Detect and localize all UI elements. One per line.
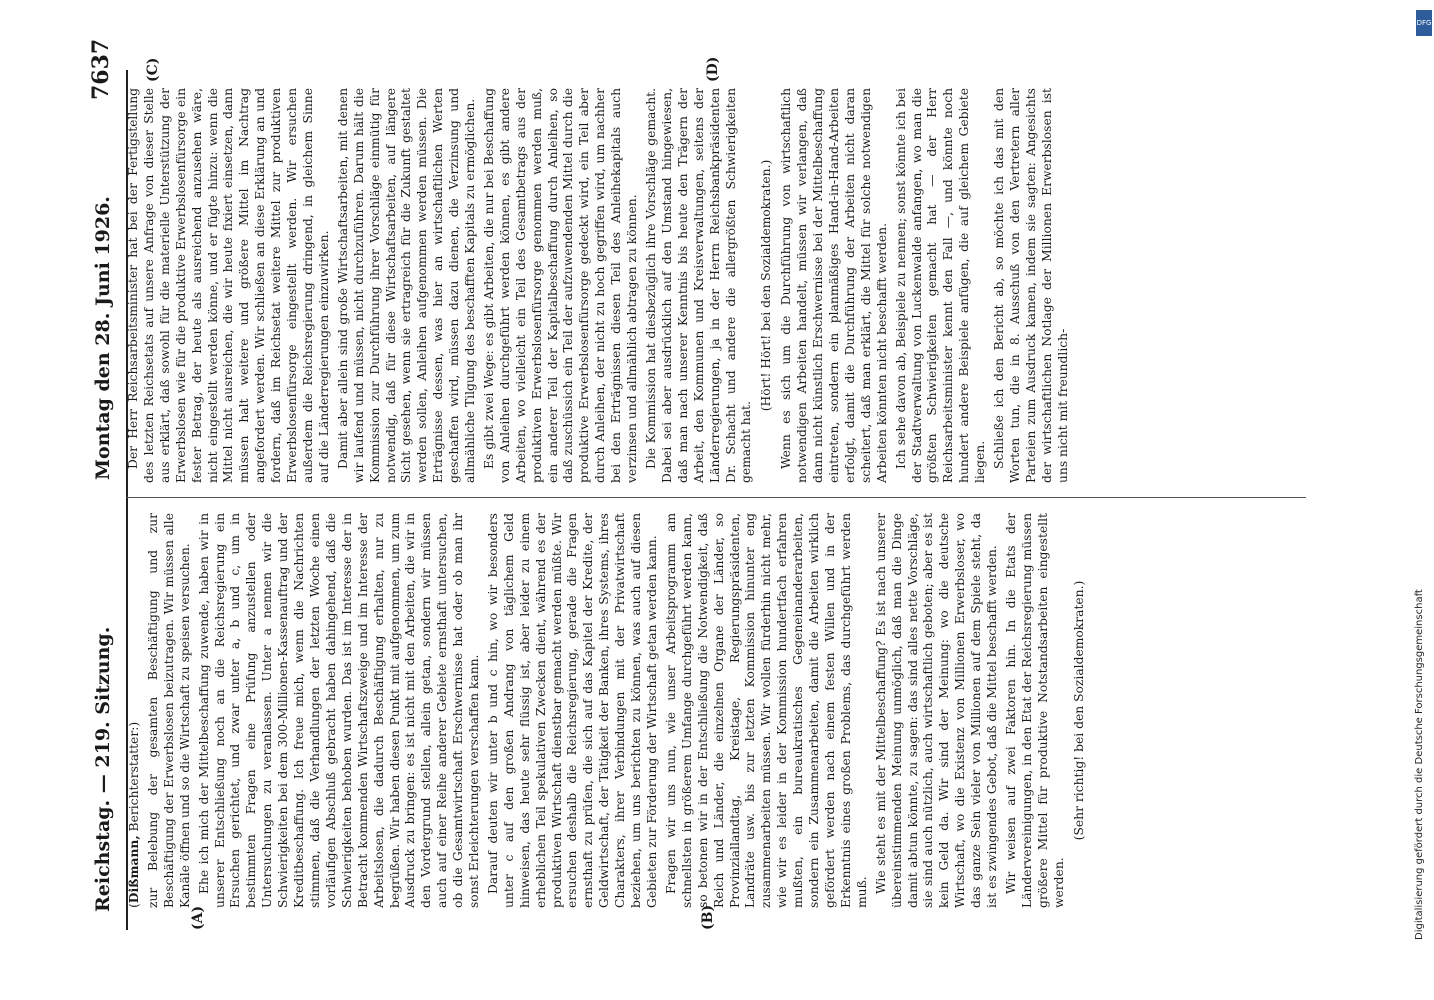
column-divider [126, 497, 1306, 498]
text-column-left [126, 513, 1316, 908]
interjection: (Hört! Hört! bei den Sozialdemokraten.) [759, 159, 774, 412]
paragraph: Ehe ich mich der Mittelbeschaffung zuwende, haben wir in unserer Entschließung noch an die Reichsregierung ein Ersuchen gerichtet, und zwar unter a, b und c, um in bestimmten Fragen eine Prüfung anzustellen oder Untersuchungen zu veranlassen. Unter a nennen wir die Schwierigkeiten bei dem 300-Millionen-Kassenauftrag und der Kreditbeschaffung. Ich freue mich, wenn die Nachrichten stimmen, daß die Verhandlungen der letzten Woche einen vorläufigen Abschluß gebracht haben dahingehend, daß die Schwierigkeiten behoben wurden. Das ist im Interesse der in Betracht kommenden Wirtschaftszweige und im Interesse der Arbeitslosen, die dadurch Beschäftigung erhalten, nur zu begrüßen. Wir haben diesen Punkt mit aufgenommen, um zum Ausdruck zu bringen: es ist nicht mit den Arbeiten, die wir in den Vordergrund stellen, allein getan, sondern wir müssen auch auf einer Reihe anderer Gebiete ernsthaft untersuchen, ob die Gesamtwirtschaft Erschwernisse hat oder ob man ihr sonst Erleichterungen verschaffen kann. [196, 513, 482, 908]
paragraph: Damit aber allein sind große Wirtschaftsarbeiten, mit denen wir laufend und müssen, nicht durchzuführen. Darum hält die Kommission zur Durchführung ihrer Vorschläge einmütig für notwendig, daß für diese Wirtschaftsarbeiten, auf längere Sicht gesehen, wenn sie ertragreich für die Zukunft gestaltet werden sollen, Anleihen aufgenommen werden müssen. Die Erträgnisse dessen, was hier an wirtschaftlichen Werten geschaffen wird, müssen dazu dienen, die Verzinsung und allmähliche Tilgung des beschafften Kapitals zu ermöglichen. [335, 88, 478, 483]
paragraph: Der Herr Reichsarbeitsminister hat bei der Fertigstellung des letzten Reichsetats auf unsere Anfrage von dieser Stelle aus erklärt, daß sowohl für die materielle Unterstützung der Erwerbslosen wie für die produktive Erwerbslosenfürsorge ein fester Betrag, der heute als ausreichend anzusehen wäre, nicht eingestellt werden könne, und er fügte hinzu: wenn die Mittel nicht ausreichen, die wir heute fixiert einsetzen, dann müssen halt weitere und größere Mittel im Nachtrag angefordert werden. Wir schließen an diese Erklärung an und fordern, daß im Reichsetat weitere Mittel zur produktiven Erwerbslosenfürsorge eingestellt werden. Wir ersuchen außerdem die Reichsregierung dringend, in gleichem Sinne auf die Länderregierungen einzuwirken. [126, 88, 331, 483]
paragraph: Es gibt zwei Wege: es gibt Arbeiten, die nur bei Beschaffung von Anleihen durchgeführt werden können, es gibt andere Arbeiten, wo vielleicht ein Teil des Gesamtbetrags aus der produktiven Erwerbslosenfürsorge genommen werden muß, ein anderer Teil der Kapitalbeschaffung durch Anleihen, so daß zuschüssich ein Teil der aufzuwendenden Mittel durch die produktive Erwerbslosenfürsorge gedeckt wird, ein Teil aber durch Anleihen, der nicht zu hoch gegriffen wird, um nachher bei den Erträgnissen diesen Teil des Anleihekapitals auch verzinsen und allmählich abtragen zu können. [481, 88, 640, 483]
speaker-line: (Dißmann, Berichterstatter:) [126, 721, 141, 908]
dfg-logo: DFG [1416, 10, 1432, 36]
text-column-right [126, 88, 1316, 483]
page-number: 7637 [88, 38, 114, 100]
digitization-credit: Digitalisierung gefördert durch die Deutsche Forschungsgemeinschaft [1414, 589, 1425, 940]
speaker-name: Dißmann, [126, 835, 141, 904]
digitization-sidebar [1412, 0, 1434, 1000]
paragraph: Ich sehe davon ab, Beispiele zu nennen; sonst könnte ich bei der Stadtverwaltung von Luckenwalde anfangen, wo man die größten Schwierigkeiten gemacht hat — der Herr Reichsarbeitsminister kennt den Fall —, und könnte noch hundert andere Beispiele anfügen, die auf gleichem Gebiete liegen. [893, 88, 988, 483]
margin-marker-a: (A) [190, 905, 206, 930]
paragraph: Wir weisen auf zwei Faktoren hin. In die Etats der Ländervereinigungen, in den Etat der Reichsregierung müssen größere Mittel für produktive Notstandsarbeiten eingestellt werden. [1003, 513, 1066, 908]
paragraph: Die Kommission hat diesbezüglich ihre Vorschläge gemacht. Dabei sei aber ausdrücklich auf den Umstand hingewiesen, daß man nach unserer Kenntnis bis heute den Trägern der Arbeit, den Kommunen und Kreisverwaltungen, seitens der Länderregierungen, ja in der Herrn Reichsbankpräsidenten Dr. Schacht und andere die allergrößten Schwierigkeiten gemacht hat. [644, 88, 754, 483]
paragraph: Schließe ich den Bericht ab, so möchte ich das mit den Worten tun, die in 8. Ausschuß von den Vertretern aller Parteien zum Ausdruck kamen, indem sie sagten: Angesichts der wirtschaftlichen Notlage der Millionen Erwerbslosen ist uns nicht mit freundlich- [992, 88, 1070, 483]
margin-marker-c: (C) [145, 57, 161, 82]
paragraph: Wie steht es mit der Mittelbeschaffung? Es ist nach unserer übereinstimmenden Meinung unmöglich, daß man die Dinge damit abtun könnte, zu sagen: das sind alles nette Vorschläge, sie sind auch nützlich, auch wirtschaftlich geboten; aber es ist kein Geld da. Wir sind der Meinung: wo die deutsche Wirtschaft, wo die Existenz von Millionen Erwerbsloser, wo das ganze Sein vieler von Millionen auf dem Spiele steht, da ist es zwingendes Gebot, daß die Mittel beschafft werden. [873, 513, 1000, 908]
header-session: Reichstag. — 219. Sitzung. [92, 626, 114, 912]
paragraph: Wenn es sich um die Durchführung von wirtschaftlich notwendigen Arbeiten handelt, müssen wir verlangen, daß dann nicht künstlich Erschwernisse bei der Mittelbeschaffung eintreten, sondern ein planmäßiges Hand-in-Hand-Arbeiten erfolgt, damit die Durchführung der Arbeiten nicht daran scheitert, daß man erklärt, die Mittel für solche notwendigen Arbeiten könnten nicht beschafft werden. [779, 88, 889, 483]
header-date: Montag den 28. Juni 1926. [92, 196, 114, 480]
margin-marker-b: (B) [700, 904, 716, 930]
paragraph: Darauf deuten wir unter b und c hin, wo wir besonders unter c auf den großen Andrang von täglichem Geld hinweisen, das heute sehr flüssig ist, aber leider zu einem erheblichen Teil spekulativen Zwecken dient, während es der produktiven Wirtschaft dienstbar gemacht werden müßte. Wir ersuchen deshalb die Reichsregierung, gerade die Fragen ernsthaft zu prüfen, die sich auf das Kapitel der Kredite, der Geldwirtschaft, der Tätigkeit der Banken, ihres Systems, ihres Charakters, ihrer Verbindungen mit der Privatwirtschaft beziehen, um uns berichten zu können, was auch auf diesen Gebieten zur Förderung der Wirtschaft getan werden kann. [485, 513, 659, 908]
speaker-role: Berichterstatter: [127, 726, 141, 832]
paragraph: zur Belebung der gesamten Beschäftigung und zur Beschäftigung der Erwerbslosen beizutragen. Wir müssen alle Kanäle öffnen und so die Wirtschaft zu speisen versuchen. [145, 513, 192, 908]
page-header [86, 0, 126, 1000]
margin-marker-d: (D) [705, 56, 721, 82]
interjection: (Sehr richtig! bei den Sozialdemokraten.) [1071, 580, 1086, 841]
paragraph: Fragen wir uns nun, wie unser Arbeitsprogramm am schnellsten in größerem Umfange durchgeführt werden kann, so betonen wir in der Entschließung die Notwendigkeit, daß Reich und Länder, die einzelnen Organe der Länder, so Provinziallandtag, Kreistage, Regierungspräsidenten, Landräte usw. bis zur letzten Kommission hinunter eng zusammenarbeiten müssen. Wir wollen fürderhin nicht mehr, wie wir es leider in der Kommission hundertfach erfahren mußten, ein bureaukratisches Gegeneinanderarbeiten, sondern ein Zusammenarbeiten, damit die Arbeiten wirklich gefördert werden nach einem festen Willen und in der Erkenntnis eines großen Problems, das durchgeführt werden muß. [663, 513, 869, 908]
